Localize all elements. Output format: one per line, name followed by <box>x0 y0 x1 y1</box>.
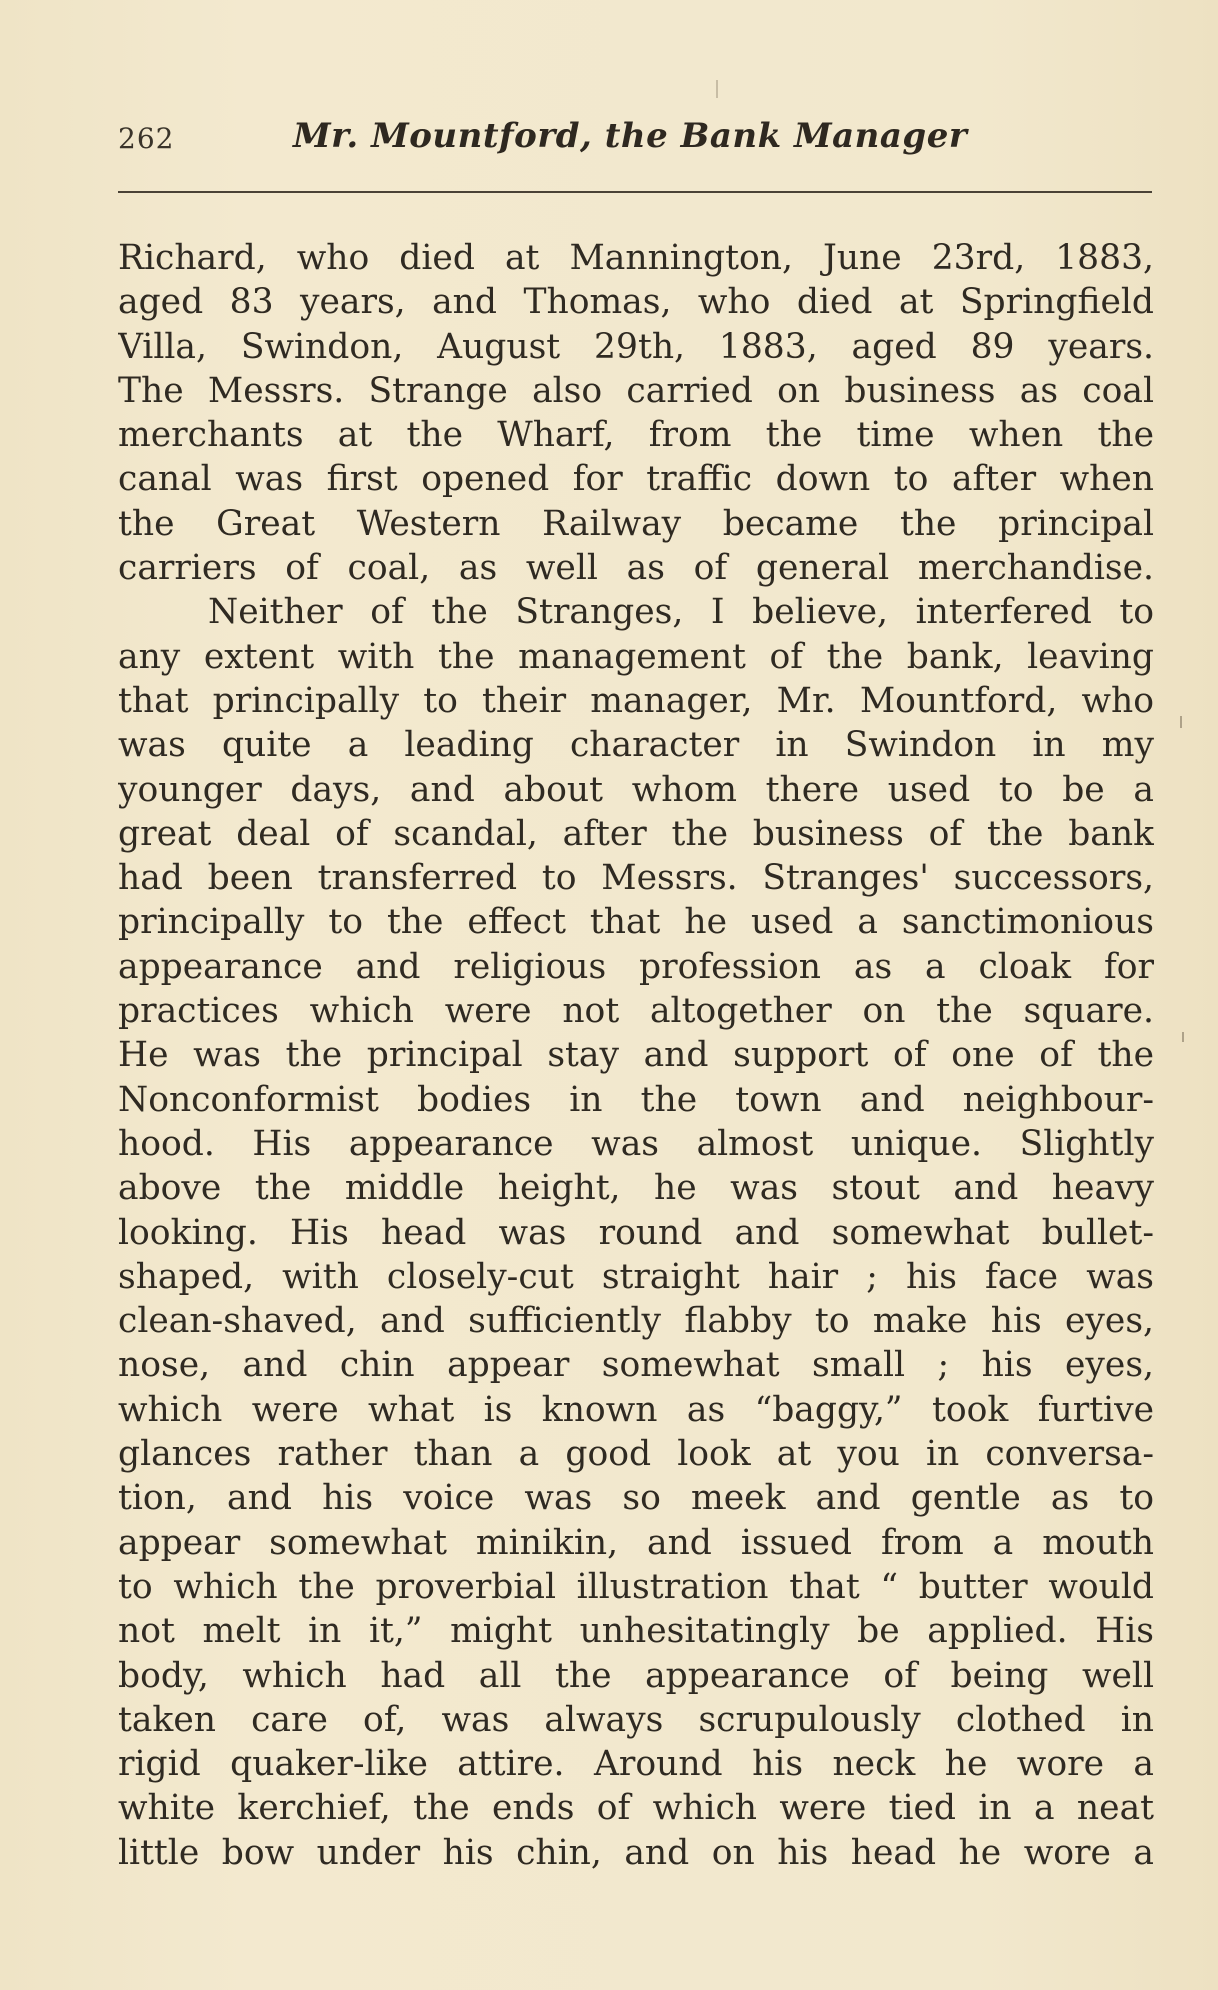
running-head <box>118 112 1158 162</box>
running-title: Mr. Mountford, the Bank Manager <box>293 116 968 156</box>
text-line: little bow under his chin, and on his head he wore a <box>118 1832 1154 1873</box>
text-line: principally to the effect that he used a sanctimonious <box>118 902 1154 943</box>
text-line: Richard, who died at Mannington, June 23rd, 1883, <box>118 238 1154 278</box>
text-line: The Messrs. Strange also carried on business as coal <box>118 370 1154 411</box>
text-line: glances rather than a good look at you in conversa- <box>118 1434 1154 1475</box>
text-line: appearance and religious profession as a cloak for <box>118 946 1154 987</box>
text-line: had been transferred to Messrs. Stranges' successors, <box>118 858 1154 899</box>
text-line: was quite a leading character in Swindon in my <box>118 725 1154 766</box>
text-line: appear somewhat minikin, and issued from a mouth <box>118 1522 1154 1563</box>
text-line: shaped, with closely-cut straight hair ; his face was <box>118 1256 1154 1297</box>
text-line: nose, and chin appear somewhat small ; his eyes, <box>118 1345 1154 1386</box>
text-line: white kerchief, the ends of which were tied in a neat <box>118 1788 1154 1829</box>
margin-mark <box>1180 716 1182 728</box>
body-text <box>118 236 1154 1875</box>
text-line: clean-shaved, and sufficiently flabby to make his eyes, <box>118 1301 1154 1342</box>
paragraph-start-line: Neither of the Stranges, I believe, interfered to <box>208 592 1154 633</box>
margin-mark <box>1182 1032 1184 1042</box>
text-line: any extent with the management of the bank, leaving <box>118 636 1154 677</box>
text-line: above the middle height, he was stout and heavy <box>118 1168 1154 1209</box>
text-line: aged 83 years, and Thomas, who died at Springfield <box>118 282 1154 323</box>
text-line: He was the principal stay and support of one of the <box>118 1035 1154 1076</box>
text-line: canal was first opened for traffic down to after when <box>118 459 1154 500</box>
text-line: carriers of coal, as well as of general merchandise. <box>118 548 1154 589</box>
header-rule <box>118 191 1152 193</box>
text-line: looking. His head was round and somewhat bullet- <box>118 1212 1154 1253</box>
text-line: practices which were not altogether on the square. <box>118 991 1154 1032</box>
text-line: not melt in it,” might unhesitatingly be applied. His <box>118 1611 1154 1652</box>
text-line: tion, and his voice was so meek and gentle as to <box>118 1478 1154 1519</box>
text-line: the Great Western Railway became the principal <box>118 503 1154 544</box>
text-line: merchants at the Wharf, from the time when the <box>118 415 1154 456</box>
text-line: hood. His appearance was almost unique. Slightly <box>118 1123 1154 1164</box>
text-line: taken care of, was always scrupulously clothed in <box>118 1699 1154 1740</box>
text-line: which were what is known as “baggy,” took furtive <box>118 1389 1154 1430</box>
text-line: Nonconformist bodies in the town and neighbour- <box>118 1079 1154 1120</box>
text-line: to which the proverbial illustration that “ butter would <box>118 1566 1154 1607</box>
margin-mark <box>716 80 718 98</box>
text-line: younger days, and about whom there used to be a <box>118 769 1154 810</box>
text-line: Villa, Swindon, August 29th, 1883, aged 89 years. <box>118 326 1154 367</box>
page-number: 262 <box>118 122 175 155</box>
text-line: that principally to their manager, Mr. Mountford, who <box>118 680 1154 721</box>
text-line: body, which had all the appearance of being well <box>118 1655 1154 1696</box>
text-line: rigid quaker-like attire. Around his neck he wore a <box>118 1744 1154 1785</box>
text-line: great deal of scandal, after the business of the bank <box>118 813 1154 854</box>
